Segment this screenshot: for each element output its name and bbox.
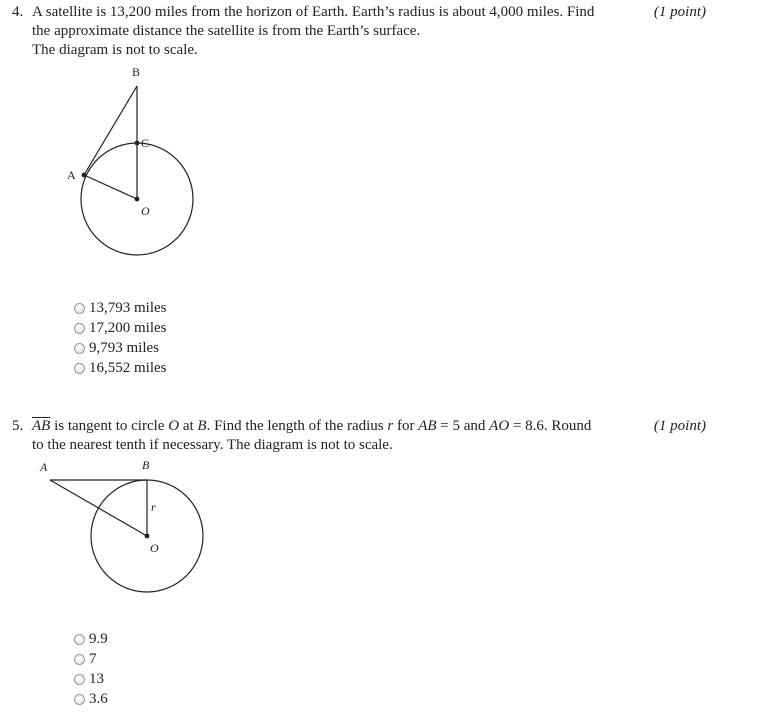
question-4-text bbox=[32, 3, 642, 60]
choice-option[interactable] bbox=[74, 629, 108, 649]
radius-ao bbox=[84, 175, 137, 199]
label-o: O bbox=[141, 204, 150, 218]
radio-button[interactable] bbox=[74, 303, 85, 314]
question-5-text-part: is tangent to circle bbox=[50, 418, 169, 434]
choice-option[interactable] bbox=[74, 669, 108, 689]
question-5-text-part: for bbox=[393, 418, 419, 434]
choice-option[interactable] bbox=[74, 298, 167, 318]
choice-label: 7 bbox=[89, 651, 97, 667]
radio-button[interactable] bbox=[74, 654, 85, 665]
label-c: C bbox=[141, 136, 150, 150]
radio-button[interactable] bbox=[74, 363, 85, 374]
question-5-text bbox=[32, 417, 642, 455]
ao-value: = 8.6. Round bbox=[509, 418, 592, 434]
label-a: A bbox=[40, 460, 48, 474]
question-4-points: (1 point) bbox=[653, 4, 706, 20]
choice-option[interactable] bbox=[74, 649, 108, 669]
choice-label: 17,200 miles bbox=[89, 320, 167, 336]
question-4-line-3: The diagram is not to scale. bbox=[32, 42, 198, 58]
segment-ab: $\overline{AB}$ bbox=[32, 418, 51, 434]
label-o: O bbox=[150, 541, 159, 555]
choice-option[interactable] bbox=[74, 358, 167, 378]
question-5-line-2: to the nearest tenth if necessary. The diagram is not to scale. bbox=[32, 437, 393, 453]
label-r: r bbox=[151, 500, 156, 514]
question-5-text-part: at bbox=[179, 418, 198, 434]
radius-variable: r bbox=[387, 418, 394, 434]
choice-label: 9.9 bbox=[89, 631, 108, 647]
ao-name: AO bbox=[489, 418, 510, 434]
question-4-choices bbox=[74, 298, 167, 378]
label-b: B bbox=[132, 65, 141, 79]
radio-button[interactable] bbox=[74, 694, 85, 705]
question-5-choices bbox=[74, 629, 108, 709]
choice-label: 13 bbox=[89, 671, 104, 687]
question-5-line-1 bbox=[32, 417, 642, 436]
ab-value: = 5 and bbox=[436, 418, 490, 434]
radio-button[interactable] bbox=[74, 634, 85, 645]
question-4-number: 4. bbox=[12, 4, 24, 20]
question-5-number: 5. bbox=[12, 418, 24, 434]
point-o bbox=[135, 197, 140, 202]
point-o bbox=[145, 534, 150, 539]
choice-option[interactable] bbox=[74, 318, 167, 338]
label-a: A bbox=[67, 168, 76, 182]
question-5-diagram bbox=[30, 455, 220, 600]
question-5-text-part: . Find the length of the radius bbox=[206, 418, 388, 434]
segment-ao bbox=[50, 480, 147, 536]
radio-button[interactable] bbox=[74, 343, 85, 354]
ab-name: AB bbox=[418, 418, 437, 434]
choice-label: 16,552 miles bbox=[89, 360, 167, 376]
point-name: B bbox=[197, 418, 207, 434]
label-b: B bbox=[142, 458, 150, 472]
question-4-diagram bbox=[60, 62, 210, 262]
tangent-ba bbox=[84, 86, 137, 175]
question-4-line-1: A satellite is 13,200 miles from the horizon of Earth. Earth’s radius is about 4,000 miles. Find bbox=[32, 4, 595, 20]
circle-name: O bbox=[168, 418, 180, 434]
radio-button[interactable] bbox=[74, 674, 85, 685]
radio-button[interactable] bbox=[74, 323, 85, 334]
question-4-line-2: the approximate distance the satellite is from the Earth’s surface. bbox=[32, 23, 421, 39]
choice-label: 3.6 bbox=[89, 691, 108, 707]
point-a bbox=[82, 173, 87, 178]
choice-label: 9,793 miles bbox=[89, 340, 159, 356]
question-5-points: (1 point) bbox=[653, 418, 706, 434]
point-c bbox=[135, 141, 140, 146]
choice-option[interactable] bbox=[74, 689, 108, 709]
choice-label: 13,793 miles bbox=[89, 300, 167, 316]
choice-option[interactable] bbox=[74, 338, 167, 358]
